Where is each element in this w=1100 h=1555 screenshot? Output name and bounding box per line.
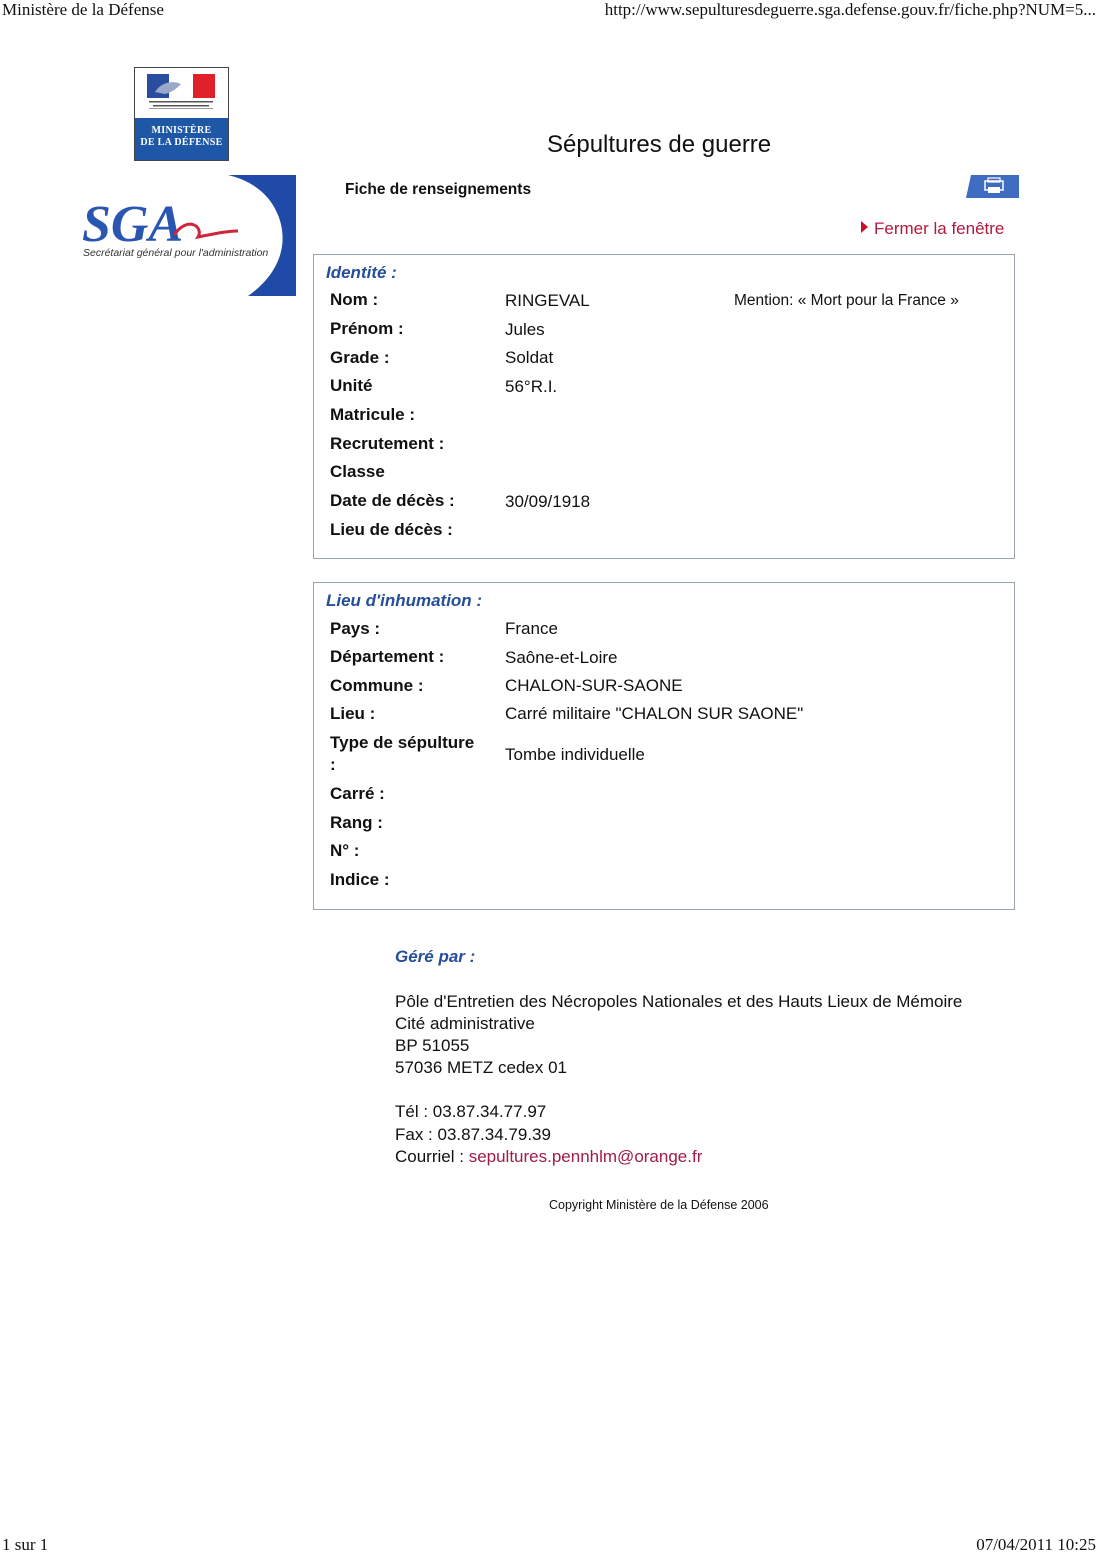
pays-label: Pays :	[330, 619, 381, 638]
numero-label: N° :	[330, 841, 360, 860]
print-header-site: Ministère de la Défense	[2, 0, 164, 19]
rang-label: Rang :	[330, 813, 383, 832]
gere-par-address-1: Cité administrative	[395, 1014, 535, 1033]
nom-label: Nom :	[330, 290, 379, 309]
type-sepulture-label: Type de sépulture	[330, 733, 475, 752]
departement-label: Département :	[330, 647, 445, 666]
gere-par-address-3: 57036 METZ cedex 01	[395, 1058, 567, 1077]
inhumation-title: Lieu d'inhumation :	[326, 591, 483, 610]
gere-par-address-2: BP 51055	[395, 1036, 470, 1055]
prenom-value: Jules	[505, 320, 545, 339]
identite-title: Identité :	[326, 263, 397, 282]
gere-par-tel: Tél : 03.87.34.77.97	[395, 1102, 547, 1121]
commune-label: Commune :	[330, 676, 424, 695]
copyright-text: Copyright Ministère de la Défense 2006	[549, 1198, 769, 1212]
sga-logo	[78, 175, 296, 296]
email-link[interactable]: sepultures.pennhlm@orange.fr	[468, 1147, 703, 1166]
lieu-deces-label: Lieu de décès :	[330, 520, 453, 539]
print-button[interactable]	[966, 175, 1019, 198]
print-footer-datetime: 07/04/2011 10:25	[976, 1535, 1096, 1554]
departement-value: Saône-et-Loire	[505, 648, 618, 667]
arrow-right-icon	[861, 221, 868, 233]
grade-label: Grade :	[330, 348, 390, 367]
ministry-line-1: MINISTÈRE	[151, 125, 212, 136]
recrutement-label: Recrutement :	[330, 434, 445, 453]
ministry-name	[135, 118, 228, 160]
gere-par-title: Géré par :	[395, 947, 476, 966]
sga-letters: SGA	[82, 196, 184, 253]
page-title: Sépultures de guerre	[547, 131, 772, 158]
close-window-label: Fermer la fenêtre	[874, 219, 1005, 238]
indice-label: Indice :	[330, 870, 390, 889]
pays-value: France	[505, 619, 558, 638]
gere-par-org: Pôle d'Entretien des Nécropoles Nationales et des Hauts Lieux de Mémoire	[395, 992, 963, 1011]
sga-subtitle: Secrétariat général pour l'administration	[83, 247, 269, 259]
courriel-label: Courriel :	[395, 1147, 469, 1166]
date-deces-value: 30/09/1918	[505, 492, 591, 511]
grade-value: Soldat	[505, 348, 554, 367]
unite-value: 56°R.I.	[505, 377, 558, 396]
ministry-line-2: DE LA DÉFENSE	[140, 137, 223, 148]
gere-par-courriel	[395, 1147, 702, 1167]
identite-section	[313, 254, 1015, 559]
marianne-flag-icon	[147, 74, 215, 98]
type-sepulture-value: Tombe individuelle	[505, 745, 645, 764]
commune-value: CHALON-SUR-SAONE	[505, 676, 683, 695]
republique-text-icon	[147, 100, 215, 110]
mention-text: Mention: « Mort pour la France »	[734, 292, 959, 309]
prenom-label: Prénom :	[330, 319, 404, 338]
inhumation-section	[313, 582, 1015, 910]
matricule-label: Matricule :	[330, 405, 416, 424]
classe-label: Classe	[330, 462, 385, 481]
lieu-value: Carré militaire "CHALON SUR SAONE"	[505, 704, 804, 723]
carre-label: Carré :	[330, 784, 385, 803]
type-sepulture-label-cont: :	[330, 755, 336, 774]
print-footer-page: 1 sur 1	[2, 1535, 49, 1554]
gere-par-fax: Fax : 03.87.34.79.39	[395, 1125, 551, 1144]
print-header-url: http://www.sepulturesdeguerre.sga.defense.gouv.fr/fiche.php?NUM=5...	[604, 0, 1096, 19]
fiche-title: Fiche de renseignements	[345, 181, 532, 198]
date-deces-label: Date de décès :	[330, 491, 455, 510]
ministry-logo	[134, 67, 229, 161]
close-window-link[interactable]	[861, 219, 1004, 239]
unite-label: Unité	[330, 376, 373, 395]
nom-value: RINGEVAL	[505, 291, 590, 310]
lieu-label: Lieu :	[330, 704, 376, 723]
